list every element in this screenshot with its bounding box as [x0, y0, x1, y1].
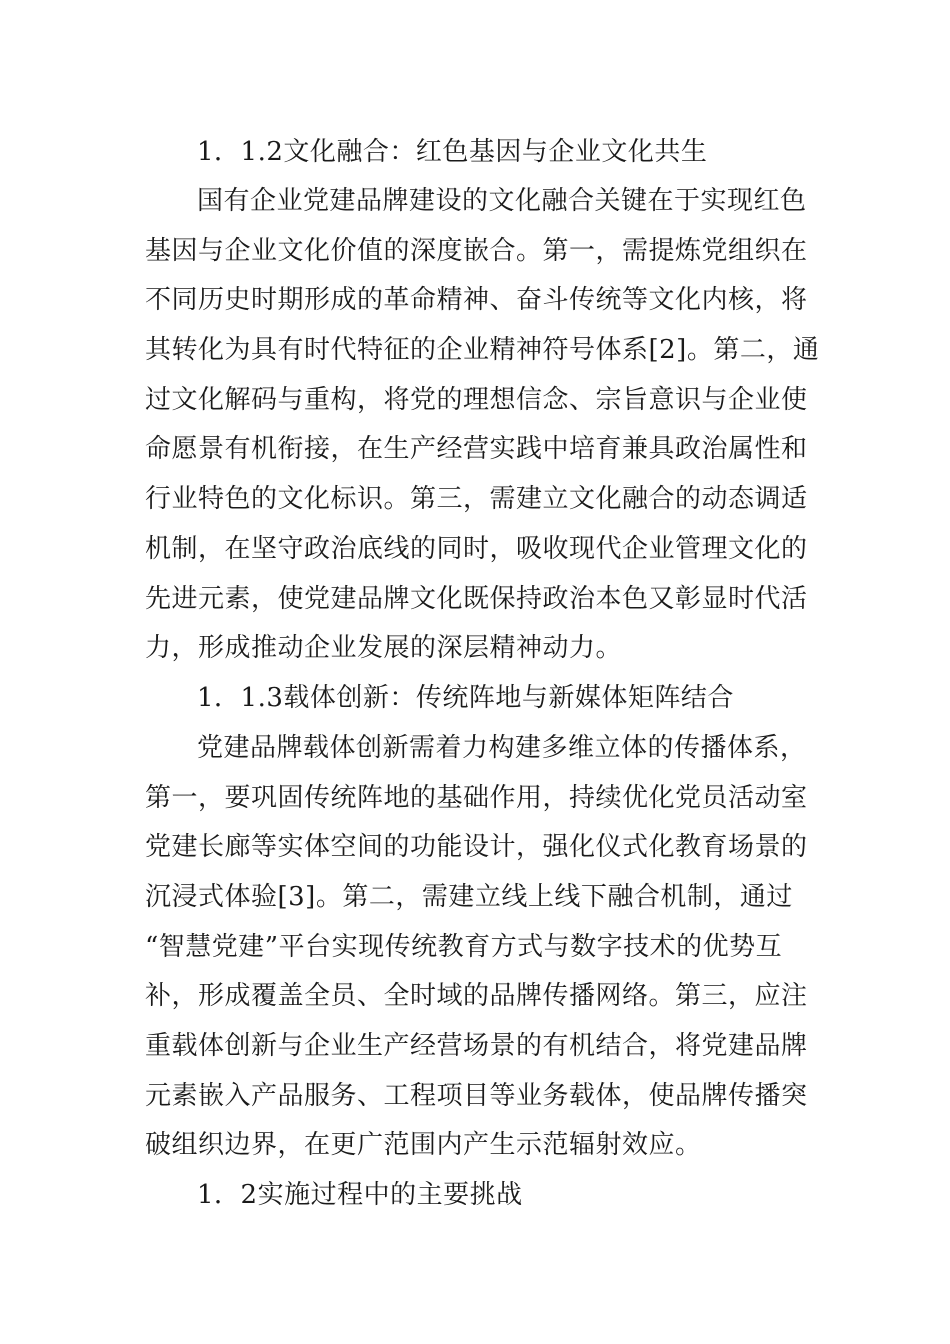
paragraph-line: 行业特色的文化标识。第三，需建立文化融合的动态调适 [145, 484, 808, 514]
paragraph-line: 命愿景有机衔接，在生产经营实践中培育兼具政治属性和 [145, 434, 808, 464]
paragraph-line: 补，形成覆盖全员、全时域的品牌传播网络。第三，应注 [145, 981, 808, 1011]
paragraph-line: 沉浸式体验[3]。第二，需建立线上线下融合机制，通过 [145, 882, 793, 912]
paragraph-line: 其转化为具有时代特征的企业精神符号体系[2]。第二，通 [145, 335, 820, 365]
paragraph-line: 过文化解码与重构，将党的理想信念、宗旨意识与企业使 [145, 385, 808, 415]
paragraph-line: 国有企业党建品牌建设的文化融合关键在于实现红色 [197, 186, 807, 216]
paragraph-line: 党建品牌载体创新需着力构建多维立体的传播体系， [197, 733, 807, 763]
paragraph-line: 先进元素，使党建品牌文化既保持政治本色又彰显时代活 [145, 584, 808, 614]
paragraph-line: 力，形成推动企业发展的深层精神动力。 [145, 633, 623, 663]
paragraph-line: 基因与企业文化价值的深度嵌合。第一，需提炼党组织在 [145, 236, 808, 266]
section-heading-1-1-3: 1．1.3载体创新：传统阵地与新媒体矩阵结合 [197, 683, 734, 713]
paragraph-line: 破组织边界，在更广范围内产生示范辐射效应。 [145, 1130, 702, 1160]
section-heading-1-2: 1．2实施过程中的主要挑战 [197, 1180, 523, 1210]
section-heading-1-1-2: 1．1.2文化融合：红色基因与企业文化共生 [197, 137, 708, 167]
paragraph-line: 党建长廊等实体空间的功能设计，强化仪式化教育场景的 [145, 832, 808, 862]
paragraph-line: 元素嵌入产品服务、工程项目等业务载体，使品牌传播突 [145, 1081, 808, 1111]
paragraph-line: 不同历史时期形成的革命精神、奋斗传统等文化内核，将 [145, 285, 808, 315]
paragraph-line: 机制，在坚守政治底线的同时，吸收现代企业管理文化的 [145, 534, 808, 564]
paragraph-line: 重载体创新与企业生产经营场景的有机结合，将党建品牌 [145, 1031, 808, 1061]
paragraph-line: “智慧党建”平台实现传统教育方式与数字技术的优势互 [145, 932, 783, 962]
paragraph-line: 第一，要巩固传统阵地的基础作用，持续优化党员活动室 [145, 783, 808, 813]
